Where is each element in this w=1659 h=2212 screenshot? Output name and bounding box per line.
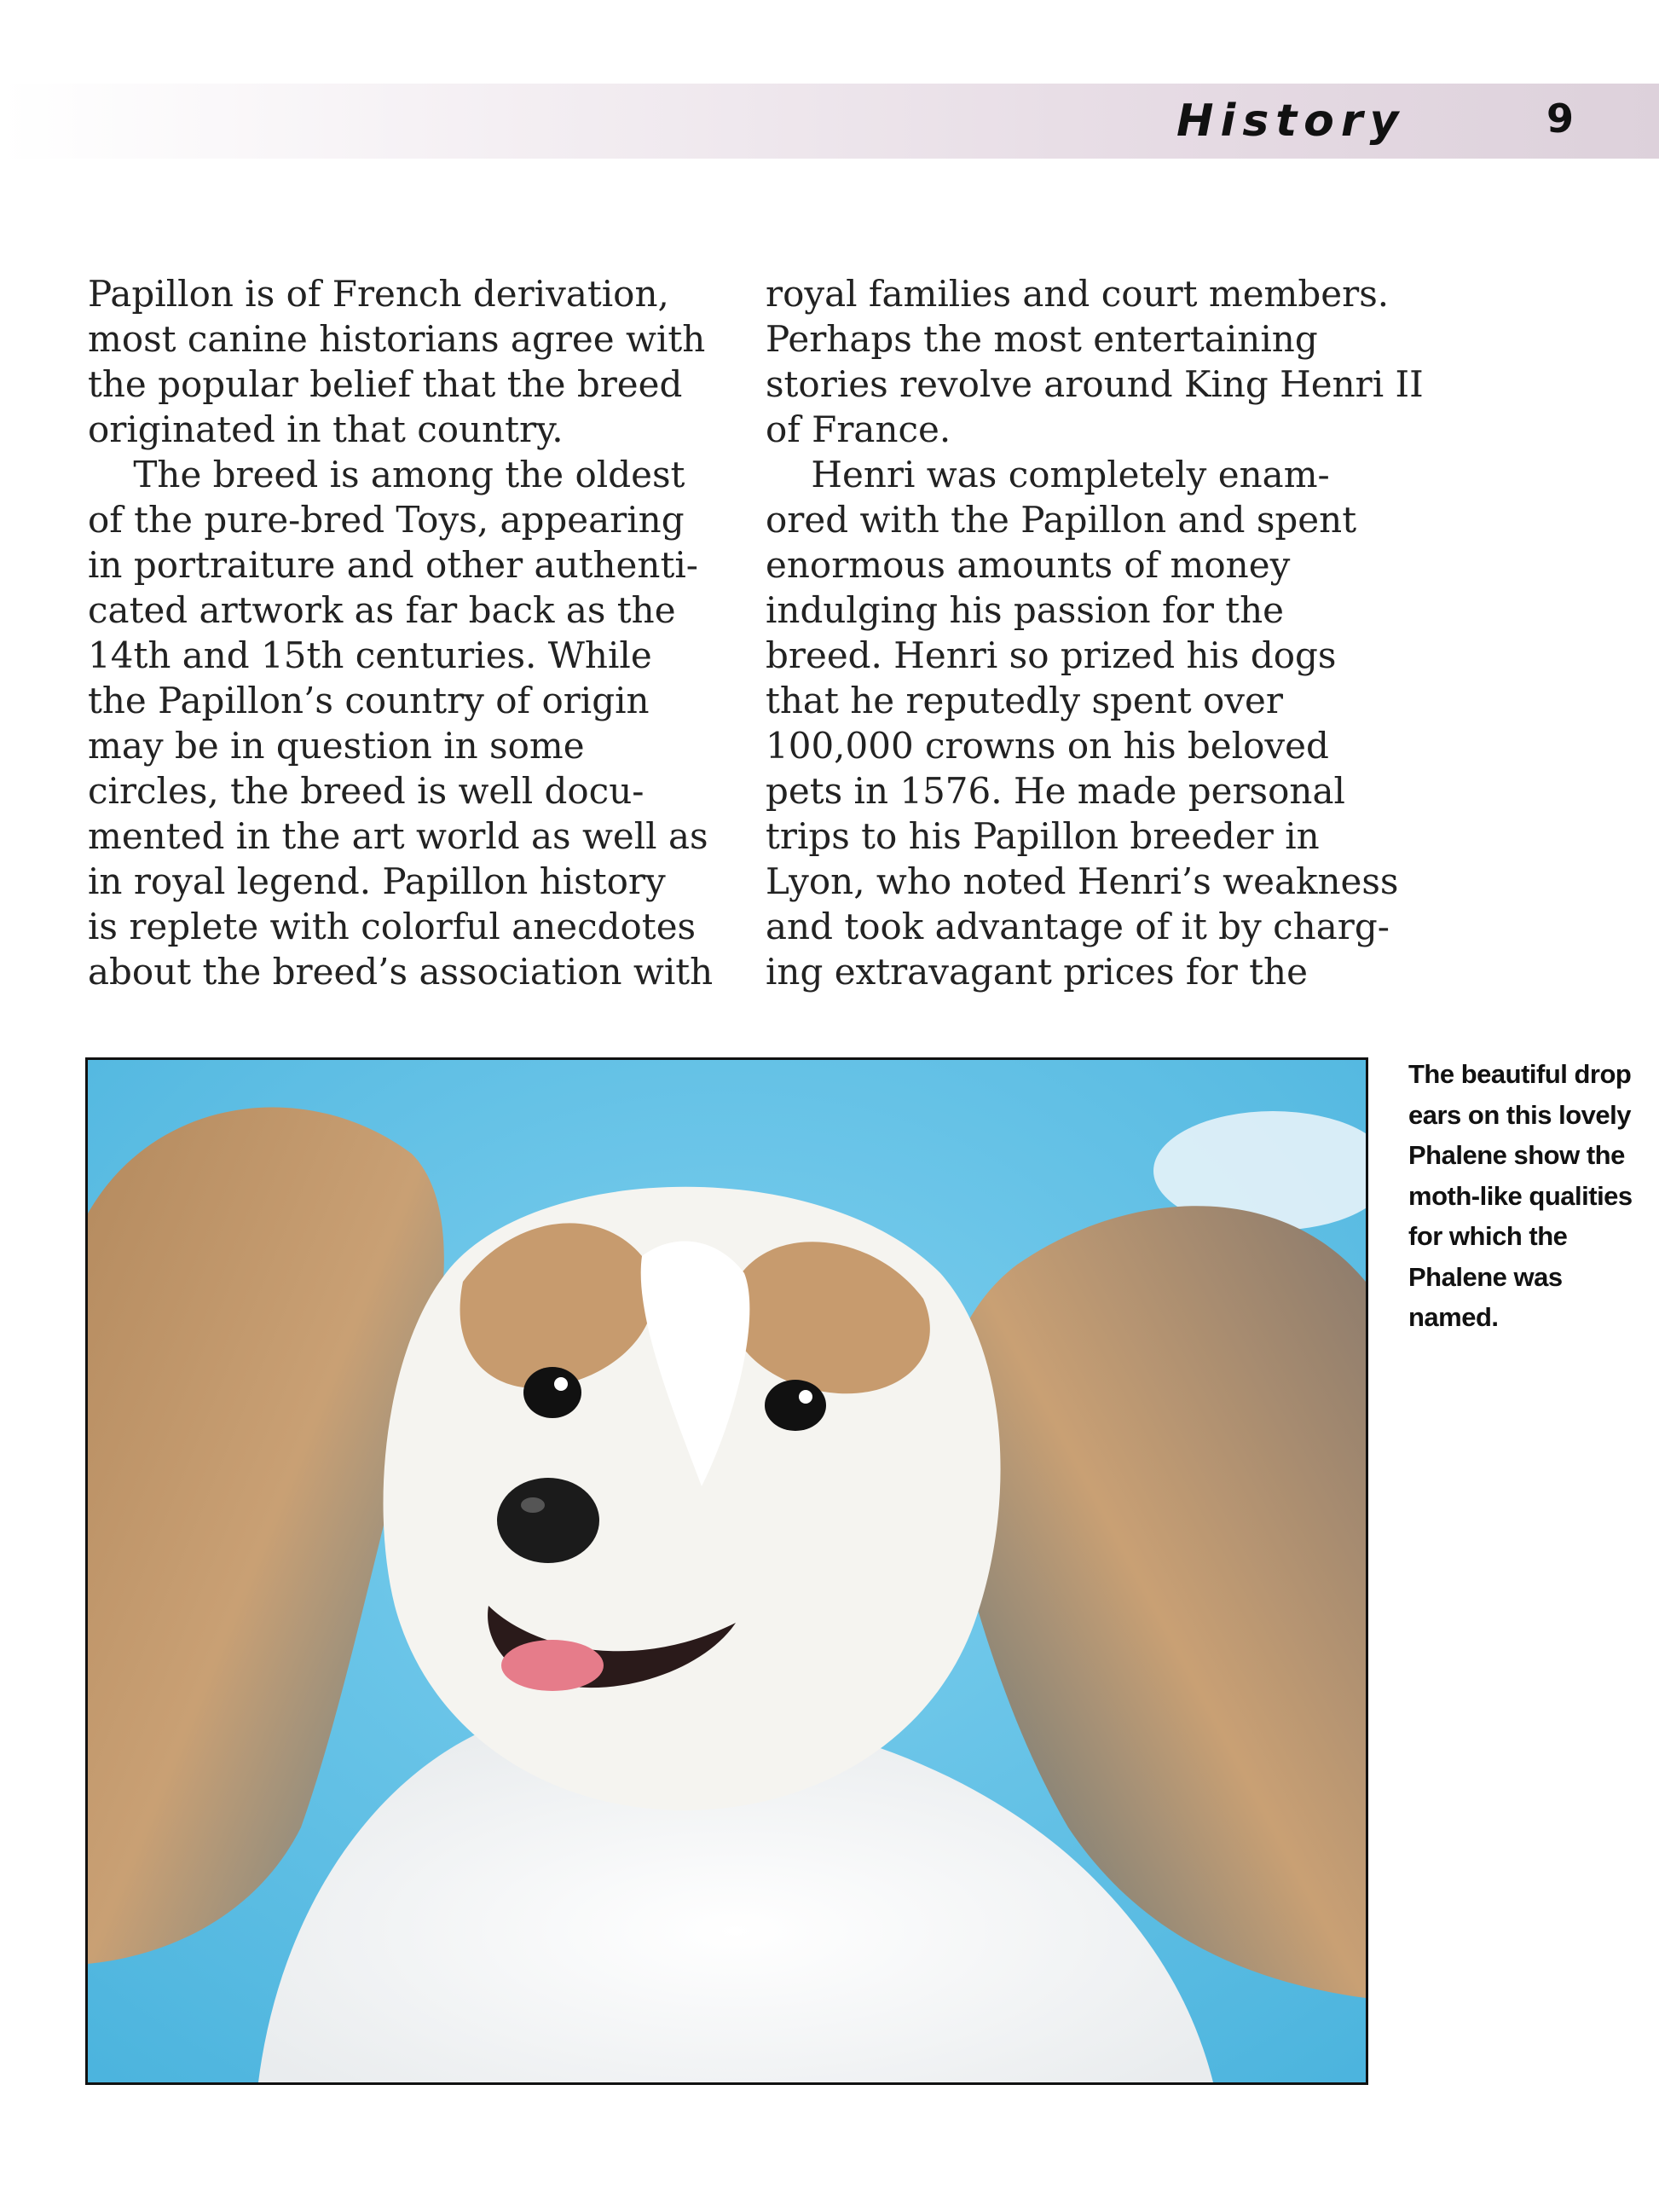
- dog-photo: [85, 1057, 1368, 2085]
- left-column-line: in portraiture and other authenti-: [88, 544, 698, 586]
- right-column-line: ing extravagant prices for the: [766, 951, 1308, 993]
- left-column-line: Papillon is of French derivation,: [88, 273, 669, 315]
- caption-line: moth-like qualities: [1408, 1180, 1633, 1211]
- left-column-line: is replete with colorful anecdotes: [88, 906, 697, 947]
- left-column-line: most canine historians agree with: [88, 318, 706, 360]
- section-title: History: [1176, 96, 1406, 147]
- right-column-line: Perhaps the most entertaining: [766, 318, 1318, 360]
- left-column-line: the Papillon’s country of origin: [88, 680, 650, 721]
- right-column-line: ored with the Papillon and spent: [766, 499, 1357, 541]
- right-column-line: enormous amounts of money: [766, 544, 1291, 586]
- right-column-line: breed. Henri so prized his dogs: [766, 634, 1337, 676]
- left-column-line: the popular belief that the breed: [88, 363, 683, 405]
- right-column-line: pets in 1576. He made personal: [766, 770, 1345, 812]
- caption-line: ears on this lovely: [1408, 1099, 1631, 1130]
- right-column-line: 100,000 crowns on his beloved: [766, 725, 1329, 767]
- left-column-line: circles, the breed is well docu-: [88, 770, 645, 812]
- header-band: [0, 84, 1659, 159]
- left-column-line: cated artwork as far back as the: [88, 589, 676, 631]
- caption-line: Phalene was: [1408, 1261, 1563, 1292]
- right-column-line: and took advantage of it by charg-: [766, 906, 1390, 947]
- left-column-line: 14th and 15th centuries. While: [88, 634, 652, 676]
- caption-line: named.: [1408, 1302, 1499, 1332]
- left-column-line: may be in question in some: [88, 725, 585, 767]
- page-number: 9: [1546, 96, 1574, 142]
- figure-caption: [1408, 1054, 1633, 1338]
- caption-line: for which the: [1408, 1221, 1568, 1251]
- caption-line: The beautiful drop: [1408, 1059, 1632, 1089]
- body-column-left: [88, 271, 714, 994]
- right-column-line: royal families and court members.: [766, 273, 1390, 315]
- right-column-line: Lyon, who noted Henri’s weakness: [766, 860, 1399, 902]
- left-column-line: about the breed’s association with: [88, 951, 714, 993]
- right-column-line: of France.: [766, 408, 951, 450]
- right-column-line: trips to his Papillon breeder in: [766, 815, 1320, 857]
- left-column-line: in royal legend. Papillon history: [88, 860, 666, 902]
- papillon-photo-illustration: [88, 1060, 1366, 2082]
- left-column-line: of the pure-bred Toys, appearing: [88, 499, 685, 541]
- left-column-line: originated in that country.: [88, 408, 564, 450]
- right-column-line: Henri was completely enam-: [766, 454, 1330, 495]
- body-column-right: [766, 271, 1424, 994]
- caption-line: Phalene show the: [1408, 1140, 1625, 1170]
- right-column-line: that he reputedly spent over: [766, 680, 1283, 721]
- left-column-line: mented in the art world as well as: [88, 815, 708, 857]
- left-column-line: The breed is among the oldest: [88, 454, 685, 495]
- right-column-line: indulging his passion for the: [766, 589, 1285, 631]
- right-column-line: stories revolve around King Henri II: [766, 363, 1424, 405]
